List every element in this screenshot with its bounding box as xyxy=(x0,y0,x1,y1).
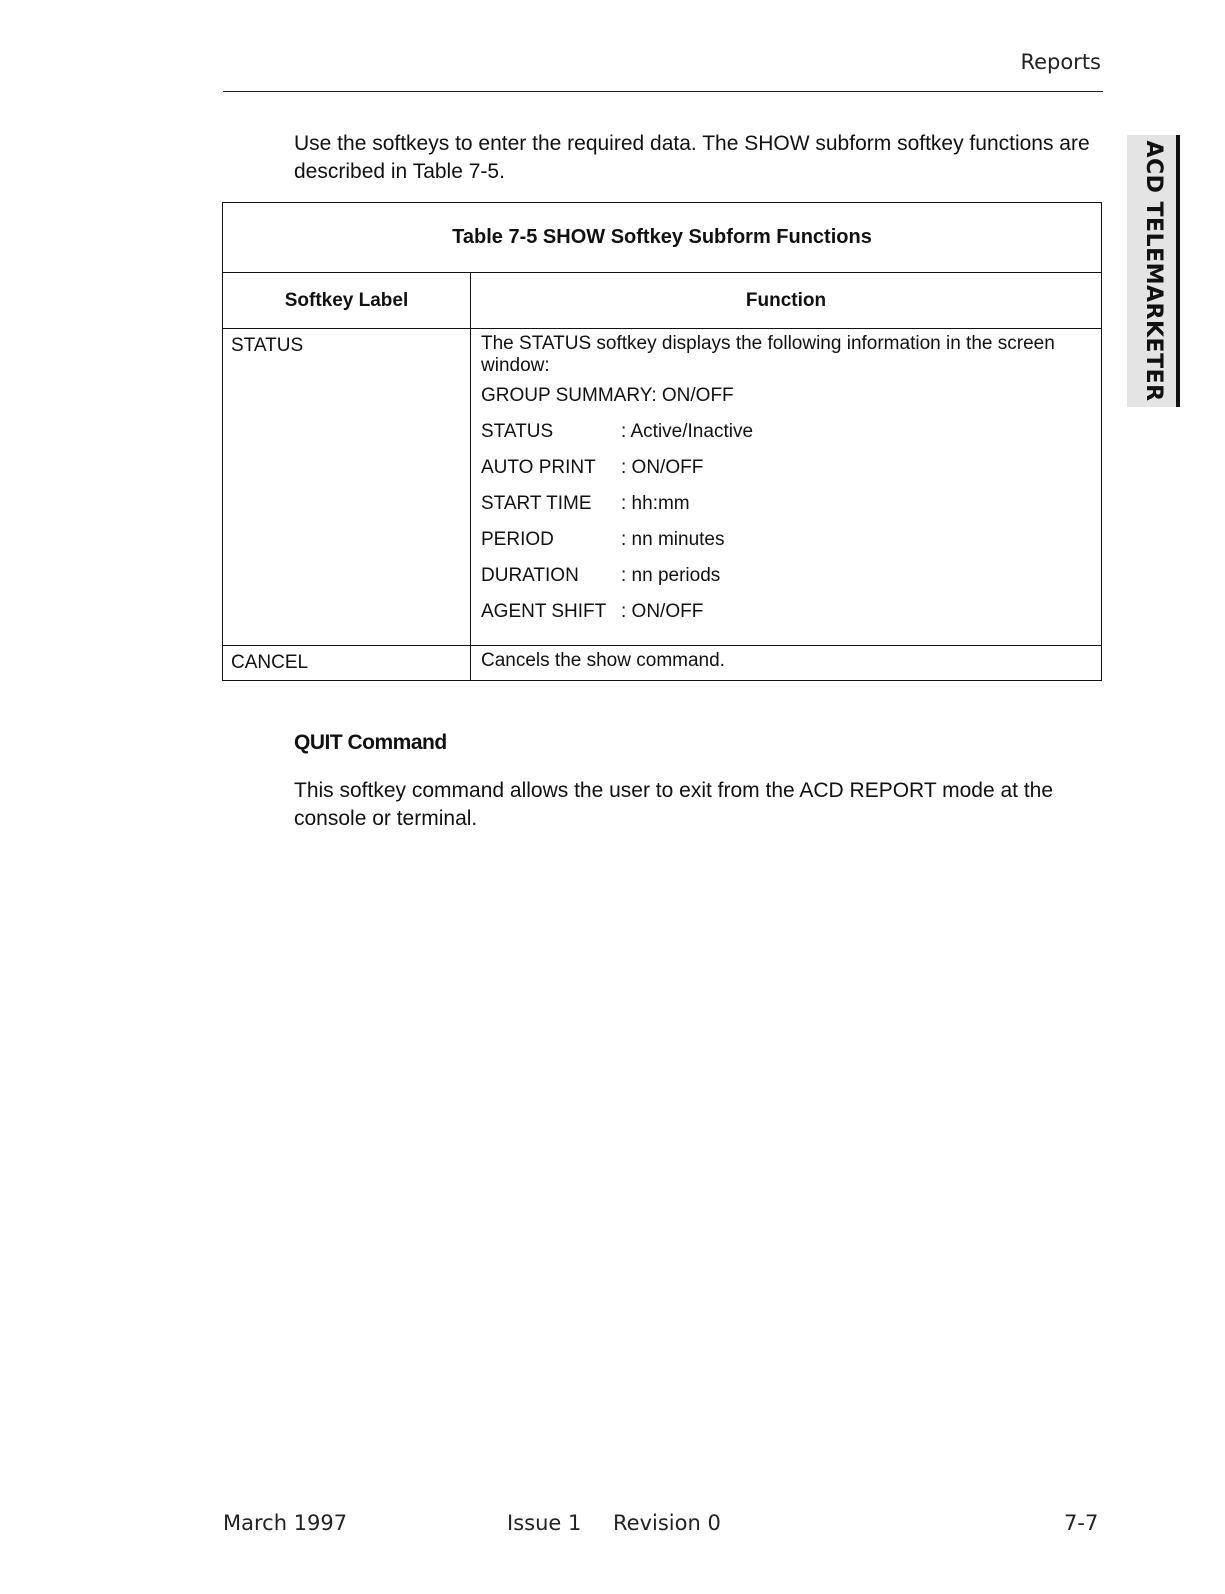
param-value: : ON/OFF xyxy=(621,457,704,478)
param-name: START TIME xyxy=(481,493,592,514)
param-row xyxy=(481,529,1091,565)
group-summary-line: GROUP SUMMARY: ON/OFF xyxy=(481,385,734,406)
footer-date: March 1997 xyxy=(223,1511,348,1535)
param-name: AUTO PRINT xyxy=(481,457,596,478)
param-value: : Active/Inactive xyxy=(621,421,754,442)
function-cell xyxy=(471,329,1102,646)
softkey-functions-table xyxy=(222,202,1102,681)
softkey-label-cell: STATUS xyxy=(223,329,471,646)
table-row xyxy=(223,329,1102,646)
param-value: : ON/OFF xyxy=(621,601,704,622)
column-header-softkey-label: Softkey Label xyxy=(223,273,471,329)
param-value: : nn minutes xyxy=(621,529,725,550)
param-value: : nn periods xyxy=(621,565,721,586)
param-row xyxy=(481,457,1091,493)
param-row xyxy=(481,493,1091,529)
function-description: The STATUS softkey displays the following information in the screen window: xyxy=(481,333,1055,376)
param-value: : hh:mm xyxy=(621,493,690,514)
intro-paragraph: Use the softkeys to enter the required data. The SHOW subform softkey functions are described in Table 7-5. xyxy=(294,132,1090,183)
table-caption: Table 7-5 SHOW Softkey Subform Functions xyxy=(223,203,1102,273)
section-side-tab-label: ACD TELEMARKETER xyxy=(1141,140,1166,402)
param-row xyxy=(481,601,1091,637)
footer-issue: Issue 1 xyxy=(507,1511,582,1535)
param-row xyxy=(481,565,1091,601)
column-header-function: Function xyxy=(471,273,1102,329)
param-name: STATUS xyxy=(481,421,554,442)
function-description: Cancels the show command. xyxy=(471,646,1102,681)
quit-command-heading: QUIT Command xyxy=(294,731,447,754)
param-row xyxy=(481,421,1091,457)
header-rule xyxy=(223,91,1103,92)
param-name: PERIOD xyxy=(481,529,554,550)
quit-command-paragraph: This softkey command allows the user to exit from the ACD REPORT mode at the console or terminal. xyxy=(294,779,1054,830)
footer-revision: Revision 0 xyxy=(613,1511,721,1535)
running-header-title: Reports xyxy=(1020,50,1101,74)
softkey-label-cell: CANCEL xyxy=(223,646,471,681)
footer-page-number: 7-7 xyxy=(1064,1511,1099,1535)
table-row xyxy=(223,646,1102,681)
param-name: DURATION xyxy=(481,565,579,586)
param-name: AGENT SHIFT xyxy=(481,601,607,622)
